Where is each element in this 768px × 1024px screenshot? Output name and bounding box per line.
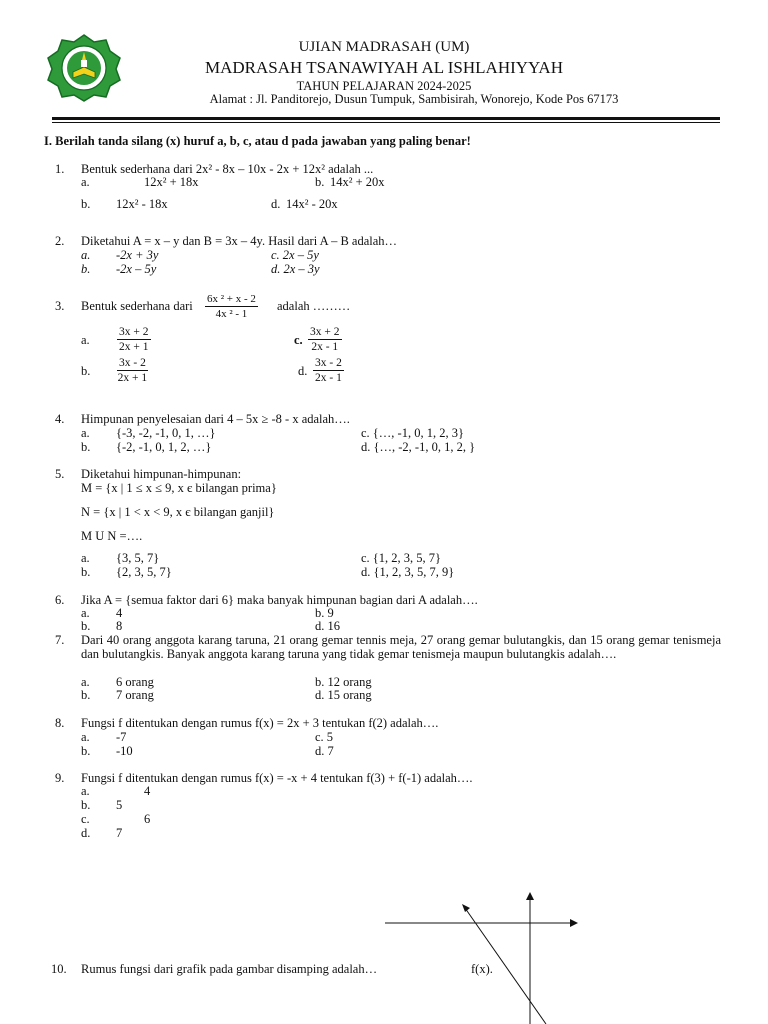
option-label: d. [298,364,308,378]
option-label: b. [81,364,91,378]
option-b: {-2, -1, 0, 1, 2, …} [116,440,212,454]
option-label: d. [271,197,281,211]
question-number: 2. [55,234,65,248]
fraction-numerator: 3x - 2 [315,357,342,369]
question-number: 9. [55,771,65,785]
school-name: MADRASAH TSANAWIYAH AL ISHLAHIYYAH [204,58,563,77]
question-text: Bentuk sederhana dari 2x² - 8x – 10x - 2x + 12x² adalah ... [81,162,374,176]
option-label: a. [81,784,90,798]
option-c: c. 5 [315,730,334,744]
option-label: b. [81,565,91,579]
option-c: c. {1, 2, 3, 5, 7} [361,551,442,565]
option-d: 14x² - 20x [286,197,338,211]
option-a: -7 [116,730,127,744]
option-a: -2x + 3y [116,248,159,262]
option-d: d. {1, 2, 3, 5, 7, 9} [361,565,455,579]
option-label: b. [315,175,325,189]
graph-fx-label: f(x). [471,962,493,976]
option-label: b. [81,197,91,211]
option-label: a. [81,175,90,189]
option-d: d. 15 orang [315,688,372,702]
fraction-denominator: 2x + 1 [119,341,149,353]
option-a: 12x² + 18x [144,175,199,189]
option-d [313,356,344,385]
option-label: b. [81,619,91,633]
question-text: Fungsi f ditentukan dengan rumus f(x) = -x + 4 tentukan f(3) + f(-1) adalah…. [81,771,473,785]
union-prompt: M U N =…. [81,529,143,543]
option-label: c. [81,812,90,826]
option-b [117,356,148,385]
option-b: {2, 3, 5, 7} [116,565,172,579]
option-b: -10 [116,744,133,758]
x-axis-arrow [570,919,578,927]
question-text: Fungsi f ditentukan dengan rumus f(x) = 2x + 3 tentukan f(2) adalah…. [81,716,439,730]
option-label: d. [81,826,91,840]
option-a: 6 orang [116,675,154,689]
option-b: 14x² + 20x [330,175,385,189]
option-a [117,325,151,354]
function-line-arrow [462,904,470,912]
question-number: 7. [55,633,65,647]
option-d: d. {…, -2, -1, 0, 1, 2, } [361,440,476,454]
option-c: b. 12 orang [315,675,372,689]
fraction-numerator: 6x ² + x - 2 [207,293,256,305]
function-graph [380,890,580,1024]
academic-year: TAHUN PELAJARAN 2024-2025 [296,79,472,93]
y-axis-arrow [526,892,534,900]
option-c: c. {…, -1, 0, 1, 2, 3} [361,426,464,440]
option-label: a. [81,606,90,620]
question-number: 5. [55,467,65,481]
option-label: c. [294,333,303,347]
question-text: Dari 40 orang anggota karang taruna, 21 orang gemar tennis meja, 27 orang gemar bulutangkis, dan 15 orang gemar tenismeja dan bulutangkis. Banyak anggota karang taruna yang tidak gemar tenismeja maupun bulutangkis adalah…. [81,633,721,661]
question-number: 3. [55,299,65,313]
option-b: -2x – 5y [116,262,157,276]
option-c: 12x² - 18x [116,197,168,211]
option-b: 7 orang [116,688,154,702]
question-text: Diketahui A = x – y dan B = 3x – 4y. Hasil dari A – B adalah… [81,234,398,248]
question-number: 1. [55,162,65,176]
school-address: Alamat : Jl. Panditorejo, Dusun Tumpuk, Sambisirah, Wonorejo, Kode Pos 67173 [209,92,619,106]
option-label: b. [81,688,91,702]
header-divider [52,117,720,120]
question-number: 8. [55,716,65,730]
fraction-denominator: 2x - 1 [311,341,339,353]
fraction-denominator: 2x + 1 [117,372,148,384]
exam-title: UJIAN MADRASAH (UM) [298,39,470,55]
option-d: d. 7 [315,744,334,758]
option-d: 7 [116,826,123,840]
instruction: I. Berilah tanda silang (x) huruf a, b, c, atau d pada jawaban yang paling benar! [44,134,471,148]
question-text: Himpunan penyelesaian dari 4 – 5x ≥ -8 - x adalah…. [81,412,350,426]
fraction-numerator: 3x + 2 [310,326,340,338]
question-text: Bentuk sederhana dari [81,299,193,313]
question-text: Diketahui himpunan-himpunan: [81,467,242,481]
option-b: 5 [116,798,123,812]
option-label: b. [81,262,91,276]
option-d: d. 16 [315,619,340,633]
set-n: N = {x | 1 < x < 9, x є bilangan ganjil} [81,505,275,519]
option-label: b. [81,744,91,758]
header-divider-thin [52,122,720,123]
option-c [308,325,342,354]
option-label: a. [81,248,91,262]
option-c: b. 9 [315,606,334,620]
question-text: Rumus fungsi dari grafik pada gambar disamping adalah… [81,962,378,976]
option-label: a. [81,730,90,744]
option-label: b. [81,798,91,812]
question-text: Jika A = {semua faktor dari 6} maka banyak himpunan bagian dari A adalah…. [81,593,478,607]
fraction-numerator: 3x - 2 [119,357,146,369]
option-label: a. [81,333,90,347]
question-number: 4. [55,412,65,426]
fraction-denominator: 2x - 1 [315,372,342,384]
option-label: b. [81,440,91,454]
question-number: 10. [51,962,67,976]
option-a: 4 [116,606,123,620]
option-label: a. [81,426,90,440]
question-text-end: adalah ……… [277,299,351,313]
option-b: 8 [116,619,123,633]
option-a: {3, 5, 7} [116,551,160,565]
option-c: c. 2x – 5y [271,248,319,262]
option-a: {-3, -2, -1, 0, 1, …} [116,426,216,440]
fraction-denominator: 4x ² - 1 [215,308,248,320]
option-d: d. 2x – 3y [271,262,320,276]
option-label: a. [81,551,90,565]
option-a: 4 [144,784,151,798]
question-number: 6. [55,593,65,607]
option-c: 6 [144,812,151,826]
fraction-numerator: 3x + 2 [119,326,149,338]
fraction [205,292,258,321]
option-label: a. [81,675,90,689]
set-m: M = {x | 1 ≤ x ≤ 9, x є bilangan prima} [81,481,277,495]
